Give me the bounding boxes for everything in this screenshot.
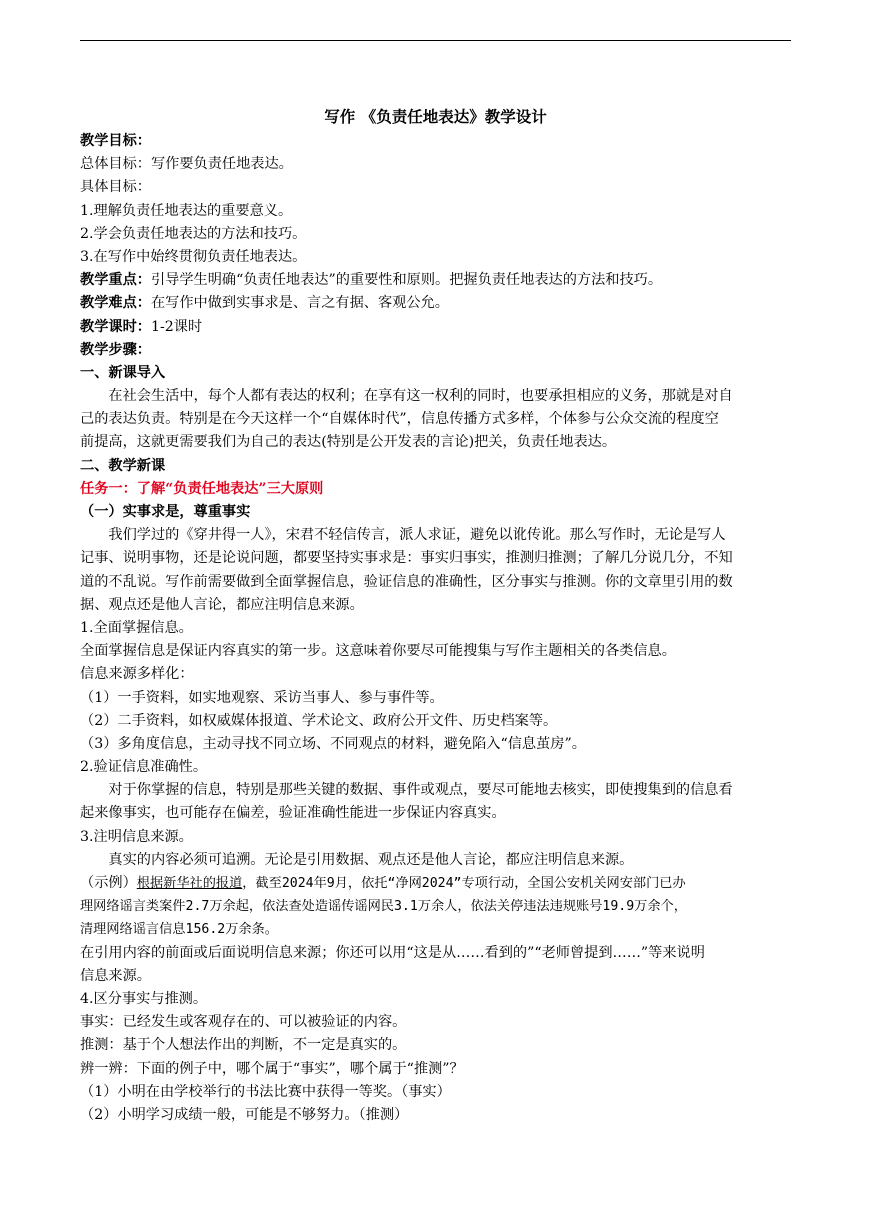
difficulties — [80, 292, 791, 315]
source-item-3: （3）多角度信息，主动寻找不同立场、不同观点的材料，避免陷入“信息茧房”。 — [80, 735, 586, 752]
guess-definition: 推测：基于个人想法作出的判断，不一定是真实的。 — [80, 1037, 407, 1054]
key-points-label: 教学重点： — [80, 272, 151, 289]
document-body — [80, 104, 791, 1127]
subsection-1-paragraph — [80, 524, 791, 617]
item-3-text: 真实的内容必须可追溯。无论是引用数据、观点还是他人言论，都应注明信息来源。 — [108, 851, 634, 868]
example-line-3: 清理网络谣言信息156.2万余条。 — [80, 922, 278, 938]
paragraph-line: 对于你掌握的信息，特别是那些关键的数据、事件或观点，要尽可能地去核实，即使搜集到的信息看 — [108, 782, 733, 799]
document-title: 写作 《负责任地表达》教学设计 — [324, 107, 547, 126]
subsection-1-heading: （一）实事求是，尊重事实 — [80, 504, 251, 520]
intro-line: 在社会生活中，每个人都有表达的权利；在享有这一权利的同时，也要承担相应的义务，那就是对自 — [108, 388, 733, 405]
example-line-1 — [80, 872, 791, 895]
source-item-1: （1）一手资料，如实地观察、采访当事人、参与事件等。 — [80, 689, 444, 706]
difficulties-label: 教学难点： — [80, 295, 151, 312]
task-1-heading: 任务一：了解“负责任地表达”三大原则 — [80, 480, 324, 497]
paragraph-line: 据、观点还是他人言论，都应注明信息来源。 — [80, 596, 364, 613]
intro-line: 前提高，这就更需要我们为自己的表达(特别是公开发表的言论)把关，负责任地表达。 — [80, 434, 617, 451]
item-3-heading: 3.注明信息来源。 — [80, 828, 193, 845]
section-2-heading: 二、教学新课 — [80, 457, 166, 474]
key-points-text: 引导学生明确“负责任地表达”的重要性和原则。把握负责任地表达的方法和技巧。 — [150, 272, 663, 289]
class-hours — [80, 316, 791, 339]
goal-item-3: 3.在写作中始终贯彻负责任地表达。 — [80, 248, 307, 265]
paragraph-line: 起来像事实，也可能存在偏差，验证准确性能进一步保证内容真实。 — [80, 805, 506, 822]
paragraph-line: 在引用内容的前面或后面说明信息来源；你还可以用“这是从……看到的”“老师曾提到……”等来说明 — [80, 944, 705, 961]
fact-definition: 事实：已经发生或客观存在的、可以被验证的内容。 — [80, 1014, 407, 1031]
example-line-2: 理网络谣言类案件2.7万余起，依法查处造谣传谣网民3.1万余人，依法关停违法违规账号19.9万余个， — [80, 899, 687, 915]
goal-item-2: 2.学会负责任地表达的方法和技巧。 — [80, 225, 307, 242]
intro-paragraph — [80, 385, 791, 455]
source-item-2: （2）二手资料，如权威媒体报道、学术论文、政府公开文件、历史档案等。 — [80, 712, 558, 729]
item-1-heading: 1.全面掌握信息。 — [80, 619, 193, 636]
paragraph-line: 信息来源。 — [80, 967, 151, 984]
paragraph-line: 道的不乱说。写作前需要做到全面掌握信息，验证信息的准确性，区分事实与推测。你的文章里引用的数 — [80, 573, 733, 590]
difficulties-text: 在写作中做到实事求是、言之有据、客观公允。 — [150, 295, 449, 312]
class-hours-label: 教学课时： — [80, 318, 151, 335]
item-1-text: 全面掌握信息是保证内容真实的第一步。这意味着你要尽可能搜集与写作主题相关的各类信息。 — [80, 643, 676, 660]
overall-goal: 总体目标：写作要负责任地表达。 — [80, 156, 293, 173]
paragraph-line: 记事、说明事物，还是论说问题，都要坚持实事求是：事实归事实，推测归推测；了解几分说几分，不知 — [80, 550, 733, 567]
goal-item-1: 1.理解负责任地表达的重要意义。 — [80, 202, 293, 219]
example-label: （示例） — [80, 875, 137, 891]
steps-heading: 教学步骤： — [80, 341, 151, 358]
goals-heading: 教学目标： — [80, 133, 151, 149]
citation-paragraph — [80, 942, 791, 988]
quiz-item-2: （2）小明学习成绩一般，可能是不够努力。（推测） — [80, 1106, 409, 1123]
header-rule — [80, 40, 791, 41]
quiz-prompt: 辨一辨：下面的例子中，哪个属于“事实”，哪个属于“推测”？ — [80, 1060, 464, 1077]
item-4-heading: 4.区分事实与推测。 — [80, 990, 208, 1007]
section-1-heading: 一、新课导入 — [80, 364, 166, 381]
specific-goal-label: 具体目标： — [80, 179, 151, 196]
item-2-heading: 2.验证信息准确性。 — [80, 759, 208, 776]
paragraph-line: 我们学过的《穿井得一人》，宋君不轻信传言，派人求证，避免以讹传讹。那么写作时，无论是写人 — [108, 527, 726, 544]
item-2-paragraph — [80, 779, 791, 825]
sources-heading: 信息来源多样化： — [80, 666, 194, 683]
quiz-item-1: （1）小明在由学校举行的书法比赛中获得一等奖。（事实） — [80, 1083, 451, 1100]
key-points — [80, 269, 791, 292]
intro-line: 己的表达负责。特别是在今天这样一个“自媒体时代”，信息传播方式多样，个体参与公众交流的程度空 — [80, 411, 719, 428]
example-source: 根据新华社的报道 — [136, 876, 243, 891]
class-hours-text: 1-2课时 — [150, 318, 203, 335]
example-text: ，截至2024年9月，依托“净网2024”专项行动，全国公安机关网安部门已办 — [242, 876, 686, 891]
